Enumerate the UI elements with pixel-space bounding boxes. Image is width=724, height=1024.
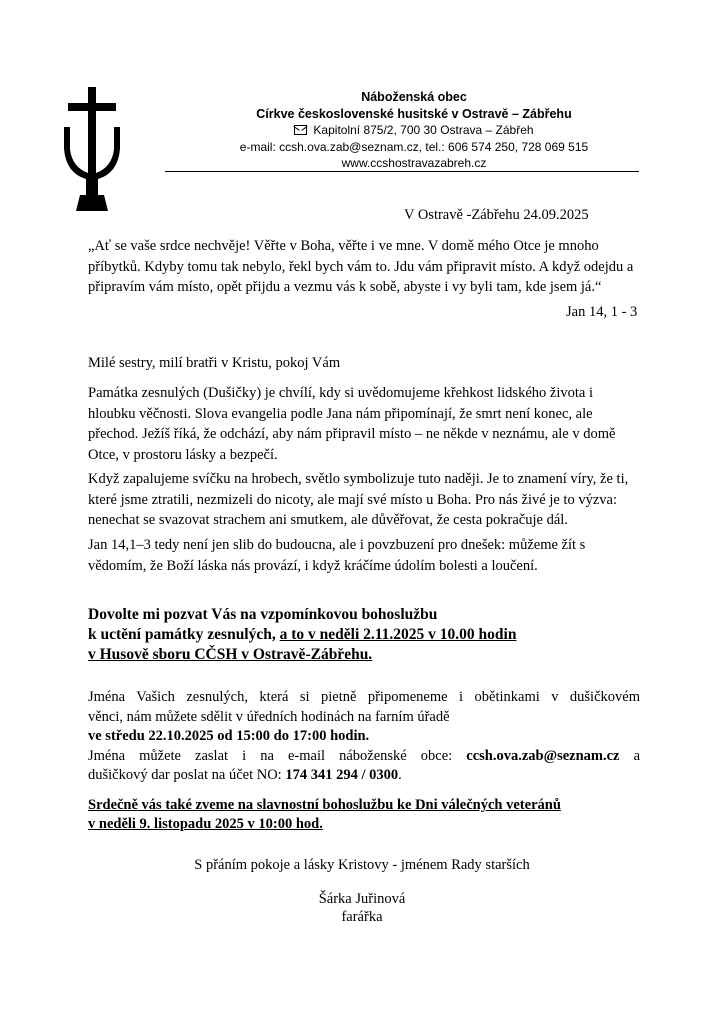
closing-text: S přáním pokoje a lásky Kristovy - jménem Rady starších <box>194 857 530 873</box>
place-date: V Ostravě -Zábřehu 24.09.2025 <box>404 207 589 223</box>
website-line: www.ccshostravazabreh.cz <box>341 156 487 170</box>
signature-name: Šárka Juřinová <box>318 891 406 907</box>
body-paragraph: Památka zesnulých (Dušičky) je chvílí, kdy si uvědomujeme křehkost lidského života i hloubku věčnosti. Slova evangelia podle Jana nám připomínají, že smrt není konec, ale přechod. Ježíš říká, že odchází, aby nám připravil místo – ne někde v neznámu, ale v domě Otce, v prostoru lásky a bezpečí. <box>88 385 616 463</box>
signature <box>0 890 724 926</box>
body-paragraph: Jan 14,1–3 tedy není jen slib do budoucna, ale i povzbuzení pro dnešek: můžeme žít s vědomím, že Boží láska nás provází, i když kráčíme údolím bolesti a loučení. <box>88 537 586 574</box>
names-line: Jména Vašich zesnulých, která si pietně připomeneme i obětinkami v dušičkovém <box>88 689 640 705</box>
letterhead <box>0 89 724 172</box>
names-section <box>88 688 640 786</box>
account-text: dušičkový dar poslat na účet NO: <box>88 767 282 783</box>
invitation-place: v Husově sboru CČSH v Ostravě-Zábřehu. <box>88 646 373 663</box>
office-hours: ve středu 22.10.2025 od 15:00 do 17:00 hodin. <box>88 728 370 744</box>
invitation-date: a to v neděli 2.11.2025 v 10.00 hodin <box>279 626 517 643</box>
email-line-text: Jména můžete zaslat i na e-mail náboženské obce: <box>88 747 453 764</box>
account-suffix: . <box>398 767 402 783</box>
quote-reference: Jan 14, 1 - 3 <box>566 304 638 320</box>
email-suffix: a <box>633 747 641 764</box>
closing <box>0 856 724 874</box>
address-line <box>129 122 699 139</box>
email-line <box>88 747 640 767</box>
church-name: Církve československé husitské v Ostravě – Zábřehu <box>256 106 572 121</box>
greeting: Milé sestry, milí bratři v Kristu, pokoj Vám <box>88 355 341 371</box>
invitation-line <box>88 625 648 645</box>
account-number: 174 341 294 / 0300 <box>285 767 399 783</box>
contact-line: e-mail: ccsh.ova.zab@seznam.cz, tel.: 606 574 250, 728 069 515 <box>239 139 589 154</box>
address-text: Kapitolní 875/2, 700 30 Ostrava – Zábřeh <box>313 123 534 137</box>
bible-quote: „Ať se vaše srdce nechvěje! Věřte v Boha, věřte i ve mne. V domě mého Otce je mnoho příbytků. Kdyby tomu tak nebylo, řekl bych vám to. Jdu vám připravit místo. A když odejdu a připravím vám místo, opět přijdu a vezmu vás k sobě, abyste i vy byli tam, kde jsem já.“ <box>88 238 634 295</box>
invitation-text: k uctění památky zesnulých, <box>88 626 280 643</box>
names-line: věnci, nám můžete sdělit v úředních hodinách na farním úřadě <box>88 708 450 725</box>
invitation-line: Dovolte mi pozvat Vás na vzpomínkovou bohoslužbu <box>88 606 438 623</box>
email-address: ccsh.ova.zab@seznam.cz <box>466 747 620 764</box>
account-line <box>88 766 640 786</box>
organization-name: Náboženská obec <box>361 90 467 104</box>
veterans-invitation <box>88 796 648 834</box>
veterans-line: v neděli 9. listopadu 2025 v 10:00 hod. <box>88 816 323 832</box>
invitation-block <box>88 605 648 665</box>
signature-title: farářka <box>341 909 383 925</box>
body-paragraph: Když zapalujeme svíčku na hrobech, světlo symbolizuje tuto naději. Je to znamení víry, že ti, které jsme ztratili, nezmizeli do nicoty, ale mají své místo u Boha. Pro nás živé je to výzva: nenechat se svazovat strachem ani smutkem, ale důvěřovat, že cesta pokračuje dál. <box>88 471 629 528</box>
header-divider <box>165 171 639 172</box>
envelope-icon <box>294 125 307 135</box>
veterans-line: Srdečně vás také zveme na slavnostní bohoslužbu ke Dni válečných veteránů <box>88 797 561 813</box>
